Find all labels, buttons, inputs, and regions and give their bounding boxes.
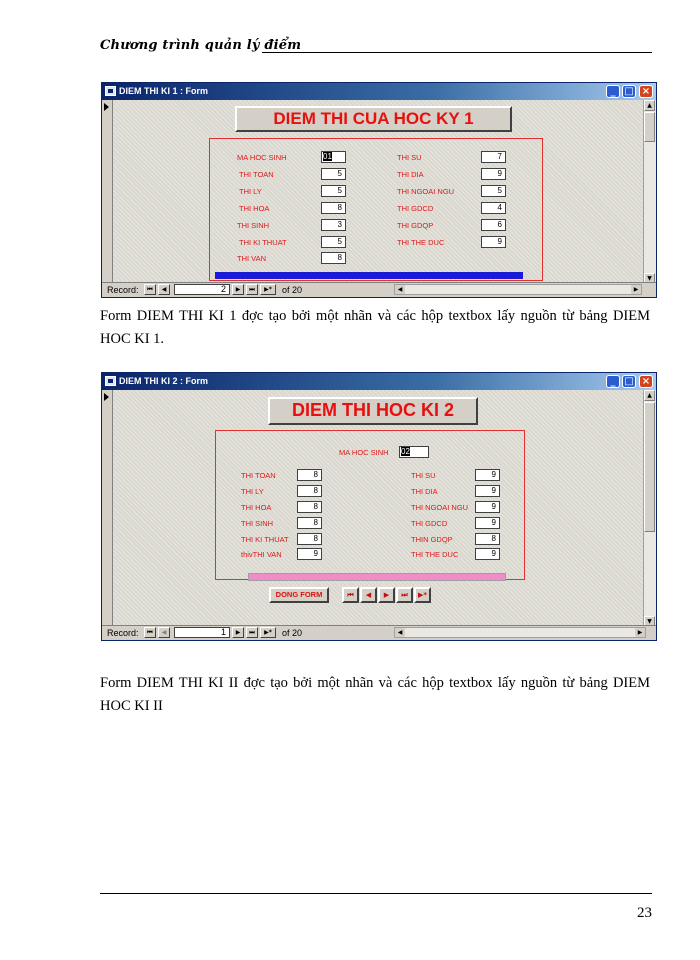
field-label: THI KI THUAT <box>241 535 289 544</box>
record-count: of 20 <box>282 285 303 295</box>
vertical-scrollbar[interactable] <box>643 100 656 284</box>
thi-dia-input[interactable]: 9 <box>481 168 506 180</box>
form-window-ki2 <box>101 372 657 641</box>
field-label: THI THE DUC <box>411 550 459 559</box>
field-label: THI HOA <box>239 204 270 213</box>
field-label: THI SINH <box>237 221 270 230</box>
form-new-record-icon[interactable]: ▶* <box>414 587 431 603</box>
thi-gdcd-input[interactable]: 4 <box>481 202 506 214</box>
caption-paragraph-2: Form DIEM THI KI II đợc tạo bởi một nhãn và các hộp textbox lấy nguồn từ bảng DIEM HOC KI II <box>100 675 650 714</box>
field-label: THI TOAN <box>239 170 274 179</box>
blue-strip <box>215 272 523 279</box>
caption-paragraph-1: Form DIEM THI KI 1 đợc tạo bởi một nhãn và các hộp textbox lấy nguồn từ bảng DIEM HOC KI 1. <box>100 308 650 347</box>
thi-ly-input[interactable]: 8 <box>297 485 322 497</box>
field-label: THIN GDQP <box>411 535 453 544</box>
horizontal-scrollbar[interactable] <box>394 627 646 638</box>
field-label: THI SU <box>411 471 436 480</box>
thi-su-input[interactable]: 9 <box>475 469 500 481</box>
form-detail-area <box>113 100 644 284</box>
next-record-icon[interactable]: ▶ <box>232 284 244 295</box>
thi-gdqp-input[interactable]: 6 <box>481 219 506 231</box>
maximize-button[interactable]: □ <box>622 375 636 388</box>
scroll-thumb[interactable] <box>644 402 655 532</box>
record-number-input[interactable]: 2 <box>174 284 230 295</box>
current-record-arrow-icon <box>104 103 109 111</box>
maximize-button[interactable]: □ <box>622 85 636 98</box>
thi-dia-input[interactable]: 9 <box>475 485 500 497</box>
current-record-arrow-icon <box>104 393 109 401</box>
thi-ly-input[interactable]: 5 <box>321 185 346 197</box>
field-label: THI KI THUAT <box>239 238 287 247</box>
field-label: MA HOC SINH <box>237 153 287 162</box>
form-icon <box>105 376 116 386</box>
minimize-button[interactable]: _ <box>606 85 620 98</box>
dong-form-button[interactable]: DONG FORM <box>269 587 329 603</box>
page-number: 23 <box>637 905 652 921</box>
record-count: of 20 <box>282 628 303 638</box>
scroll-down-icon[interactable]: ▼ <box>644 273 655 284</box>
field-label: THI VAN <box>237 254 267 263</box>
window-titlebar[interactable] <box>102 373 656 390</box>
previous-record-icon[interactable]: ◀ <box>158 627 170 638</box>
thi-ki-thuat-input[interactable]: 5 <box>321 236 346 248</box>
field-label: THI NGOAI NGU <box>397 187 455 196</box>
pink-strip <box>248 573 506 581</box>
scroll-down-icon[interactable]: ▼ <box>644 616 655 627</box>
previous-record-icon[interactable]: ◀ <box>158 284 170 295</box>
field-label: THI TOAN <box>241 471 276 480</box>
running-header: Chương trình quản lý điểm <box>100 38 302 53</box>
thi-gdqp-input[interactable]: 8 <box>475 533 500 545</box>
thi-hoa-input[interactable]: 8 <box>297 501 322 513</box>
ma-hoc-sinh-input[interactable]: 02 <box>399 446 429 458</box>
form-detail-area <box>113 390 644 627</box>
window-title: DIEM THI KI 2 : Form <box>119 376 209 386</box>
scroll-right-icon[interactable]: ▶ <box>631 285 641 294</box>
field-label: THI SU <box>397 153 422 162</box>
record-selector[interactable] <box>102 390 113 627</box>
field-label: THI SINH <box>241 519 274 528</box>
ma-hoc-sinh-input[interactable]: 01 <box>321 151 346 163</box>
thi-van-input[interactable]: 9 <box>297 548 322 560</box>
field-label: THI GDCD <box>397 204 434 213</box>
first-record-icon[interactable]: ⏮ <box>144 627 156 638</box>
new-record-icon[interactable]: ▶* <box>260 284 276 295</box>
field-label: THI DIA <box>397 170 424 179</box>
footer-rule <box>100 893 652 894</box>
record-number-input[interactable]: 1 <box>174 627 230 638</box>
scroll-up-icon[interactable]: ▲ <box>644 390 655 401</box>
thi-hoa-input[interactable]: 8 <box>321 202 346 214</box>
thi-toan-input[interactable]: 8 <box>297 469 322 481</box>
thi-van-input[interactable]: 8 <box>321 252 346 264</box>
thi-su-input[interactable]: 7 <box>481 151 506 163</box>
form-last-record-icon[interactable]: ⏭ <box>396 587 413 603</box>
record-navigation-bar <box>102 625 656 640</box>
form-heading: DIEM THI CUA HOC KY 1 <box>235 106 512 132</box>
field-label: THI LY <box>241 487 264 496</box>
next-record-icon[interactable]: ▶ <box>232 627 244 638</box>
scroll-thumb[interactable] <box>644 112 655 142</box>
vertical-scrollbar[interactable] <box>643 390 656 627</box>
thi-the-duc-input[interactable]: 9 <box>475 548 500 560</box>
thi-ki-thuat-input[interactable]: 8 <box>297 533 322 545</box>
record-label: Record: <box>107 628 139 638</box>
field-label: THI LY <box>239 187 262 196</box>
field-label: THI GDCD <box>411 519 448 528</box>
thi-sinh-input[interactable]: 8 <box>297 517 322 529</box>
window-titlebar[interactable] <box>102 83 656 100</box>
first-record-icon[interactable]: ⏮ <box>144 284 156 295</box>
thi-ngoai-ngu-input[interactable]: 9 <box>475 501 500 513</box>
field-label: THI THE DUC <box>397 238 445 247</box>
form-previous-record-icon[interactable]: ◀ <box>360 587 377 603</box>
scroll-right-icon[interactable]: ▶ <box>635 628 645 637</box>
record-label: Record: <box>107 285 139 295</box>
last-record-icon[interactable]: ⏭ <box>246 284 258 295</box>
close-button[interactable]: × <box>639 375 653 388</box>
scroll-left-icon[interactable]: ◀ <box>395 628 405 637</box>
field-label: thivTHI VAN <box>241 550 282 559</box>
field-label: THI GDQP <box>397 221 434 230</box>
record-navigation-bar <box>102 282 656 297</box>
form-first-record-icon[interactable]: ⏮ <box>342 587 359 603</box>
thi-gdcd-input[interactable]: 9 <box>475 517 500 529</box>
record-selector[interactable] <box>102 100 113 284</box>
field-label: THI DIA <box>411 487 438 496</box>
scroll-left-icon[interactable]: ◀ <box>395 285 405 294</box>
scroll-up-icon[interactable]: ▲ <box>644 100 655 111</box>
thi-sinh-input[interactable]: 3 <box>321 219 346 231</box>
form-heading: DIEM THI HOC KI 2 <box>268 397 478 425</box>
field-label: MA HOC SINH <box>339 448 389 457</box>
field-label: THI HOA <box>241 503 272 512</box>
thi-toan-input[interactable]: 5 <box>321 168 346 180</box>
new-record-icon[interactable]: ▶* <box>260 627 276 638</box>
form-window-ki1 <box>101 82 657 298</box>
header-rule <box>262 52 652 53</box>
form-next-record-icon[interactable]: ▶ <box>378 587 395 603</box>
thi-ngoai-ngu-input[interactable]: 5 <box>481 185 506 197</box>
last-record-icon[interactable]: ⏭ <box>246 627 258 638</box>
close-button[interactable]: × <box>639 85 653 98</box>
thi-the-duc-input[interactable]: 9 <box>481 236 506 248</box>
horizontal-scrollbar[interactable] <box>394 284 642 295</box>
minimize-button[interactable]: _ <box>606 375 620 388</box>
form-icon <box>105 86 116 96</box>
field-label: THI NGOAI NGU <box>411 503 469 512</box>
window-title: DIEM THI KI 1 : Form <box>119 86 209 96</box>
